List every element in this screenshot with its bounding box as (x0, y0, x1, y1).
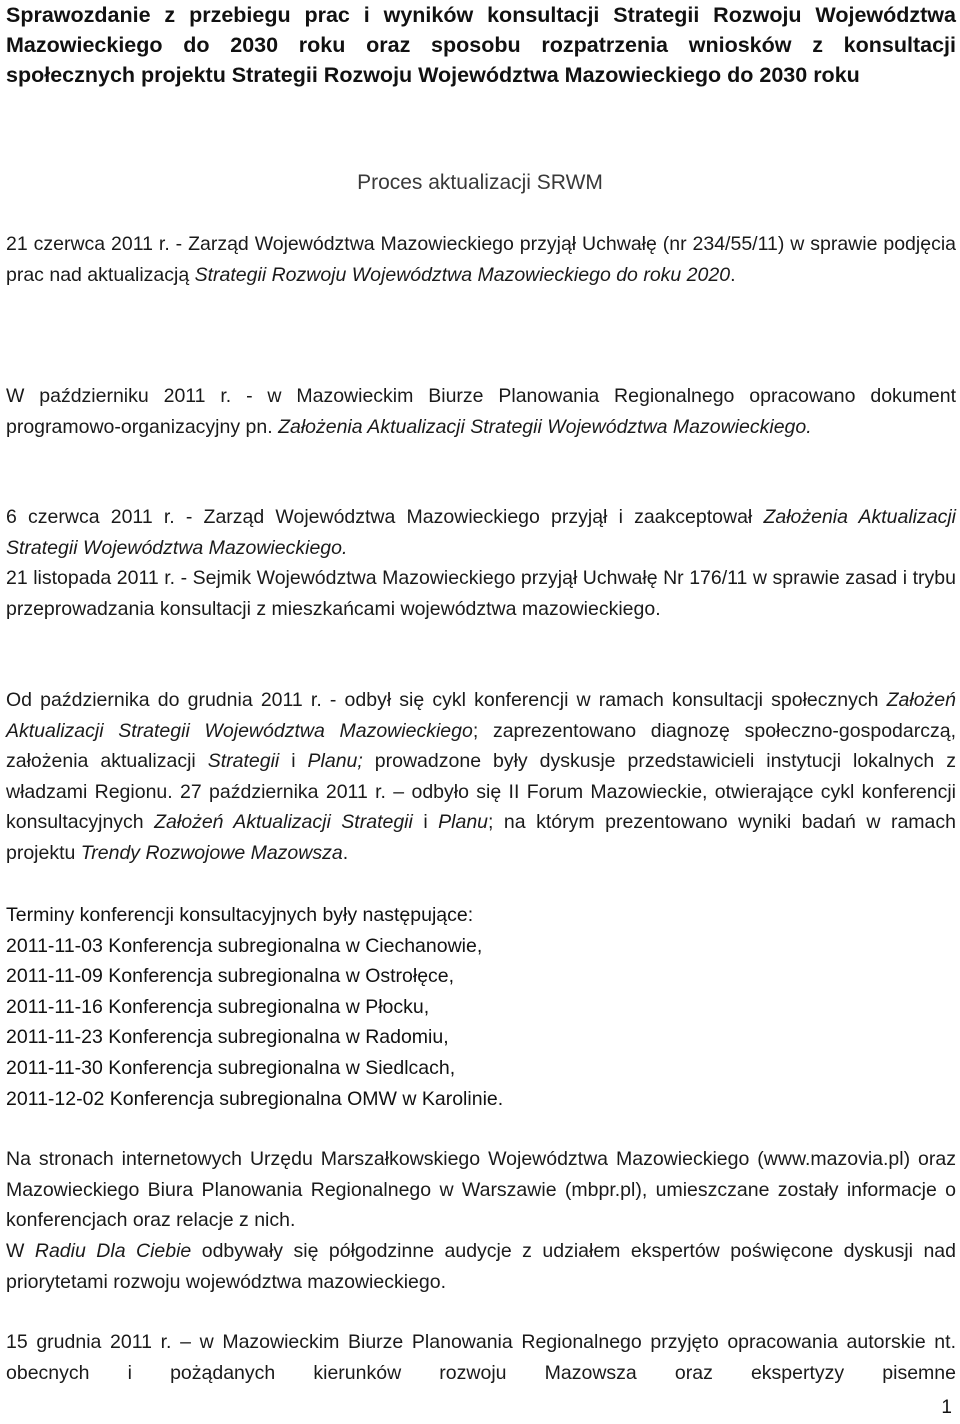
section-subtitle: Proces aktualizacji SRWM (357, 171, 603, 194)
emphasis-text: Założeń Aktualizacji Strategii (154, 811, 413, 833)
emphasis-text: Założenia Aktualizacji Strategii Województwa Mazowieckiego. (278, 415, 812, 438)
conference-list (6, 900, 956, 1114)
page-number: 1 (941, 1397, 952, 1418)
emphasis-text: Radiu Dla Ciebie (34, 1240, 192, 1262)
paragraph-june-2011 (6, 229, 956, 290)
emphasis-text: Planu; (307, 750, 363, 772)
list-item: 2011-12-02 Konferencja subregionalna OMW w Karolinie. (6, 1087, 504, 1110)
paragraph-october-2011 (6, 381, 956, 442)
emphasis-text: Strategii (207, 750, 280, 772)
paragraph-radio (6, 1236, 956, 1297)
paragraph-websites: Na stronach internetowych Urzędu Marszałkowskiego Województwa Mazowieckiego (www.mazovia.pl) oraz Mazowieckiego Biura Planowania Regionalnego w Warszawie (mbpr.pl), umieszczane zostały informacje o konferencjach oraz relacje z nich. (6, 1148, 956, 1231)
list-intro: Terminy konferencji konsultacyjnych były następujące: (6, 904, 474, 926)
paragraph-text: . (730, 263, 736, 286)
paragraph-text: i (279, 750, 308, 772)
emphasis-text: Strategii Rozwoju Województwa Mazowieckiego do roku 2020 (194, 263, 731, 286)
list-item: 2011-11-16 Konferencja subregionalna w Płocku, (6, 995, 430, 1018)
paragraph-text: i (412, 811, 439, 833)
paragraph-conference-cycle (6, 685, 956, 868)
paragraph-text: ; na którym prezentowano wyniki badań w ramach projektu (6, 811, 956, 864)
paragraph-text: 6 czerwca 2011 r. - Zarząd Województwa Mazowieckiego przyjął i zaakceptował (6, 506, 764, 528)
emphasis-text: Trendy Rozwojowe Mazowsza (80, 841, 343, 864)
list-item: 2011-11-09 Konferencja subregionalna w Ostrołęce, (6, 965, 455, 988)
paragraph-text: 21 czerwca 2011 r. - Zarząd Województwa Mazowieckiego przyjął Uchwałę (nr 234/55/11) w sprawie podjęcia prac nad aktualizacją (6, 233, 956, 286)
list-item: 2011-11-30 Konferencja subregionalna w Siedlcach, (6, 1056, 456, 1079)
list-item: 2011-11-23 Konferencja subregionalna w Radomiu, (6, 1026, 449, 1049)
paragraph-november-2011: 21 listopada 2011 r. - Sejmik Województwa Mazowieckiego przyjął Uchwałę Nr 176/11 w sprawie zasad i trybu przeprowadzania konsultacji z mieszkańcami województwa mazowieckiego. (6, 567, 956, 620)
paragraph-text: . (342, 841, 349, 864)
document-title: Sprawozdanie z przebiegu prac i wyników konsultacji Strategii Rozwoju Województwa Mazowieckiego do 2030 roku oraz sposobu rozpatrzenia wniosków z konsultacji społecznych projektu Strategii Rozwoju Województwa Mazowieckiego do 2030 roku (6, 3, 956, 87)
paragraph-text: ; zaprezentowano diagnozę społeczno-gospodarczą, założenia aktualizacji (6, 719, 956, 772)
paragraph-text: odbywały się półgodzinne audycje z udziałem ekspertów poświęcone dyskusji nad priorytetami rozwoju województwa mazowieckiego. (6, 1240, 956, 1293)
list-item: 2011-11-03 Konferencja subregionalna w Ciechanowie, (6, 934, 483, 957)
paragraph-june-6-2011 (6, 502, 956, 563)
emphasis-text: Planu (438, 811, 489, 833)
paragraph-text: W październiku 2011 r. - w Mazowieckim Biurze Planowania Regionalnego opracowano dokument programowo-organizacyjny pn. (6, 385, 956, 438)
paragraph-december-2011: 15 grudnia 2011 r. – w Mazowieckim Biurze Planowania Regionalnego przyjęto opracowania autorskie nt. obecnych i pożądanych kierunków rozwoju Mazowsza oraz ekspertyzy pisemne (6, 1331, 956, 1384)
paragraph-text: Od października do grudnia 2011 r. - odbył się cykl konferencji w ramach konsultacji społecznych (6, 689, 887, 711)
emphasis-text: Założeń Aktualizacji Strategii Województwa Mazowieckiego (6, 689, 956, 742)
paragraph-text: prowadzone były dyskusje przedstawicieli instytucji lokalnych z władzami Regionu. 27 października 2011 r. – odbyło się II Forum Mazowieckie, otwierające cykl konferencji konsultacyjnych (6, 750, 956, 833)
emphasis-text: Założenia Aktualizacji Strategii Województwa Mazowieckiego. (6, 506, 956, 559)
paragraph-text: W (6, 1240, 35, 1262)
